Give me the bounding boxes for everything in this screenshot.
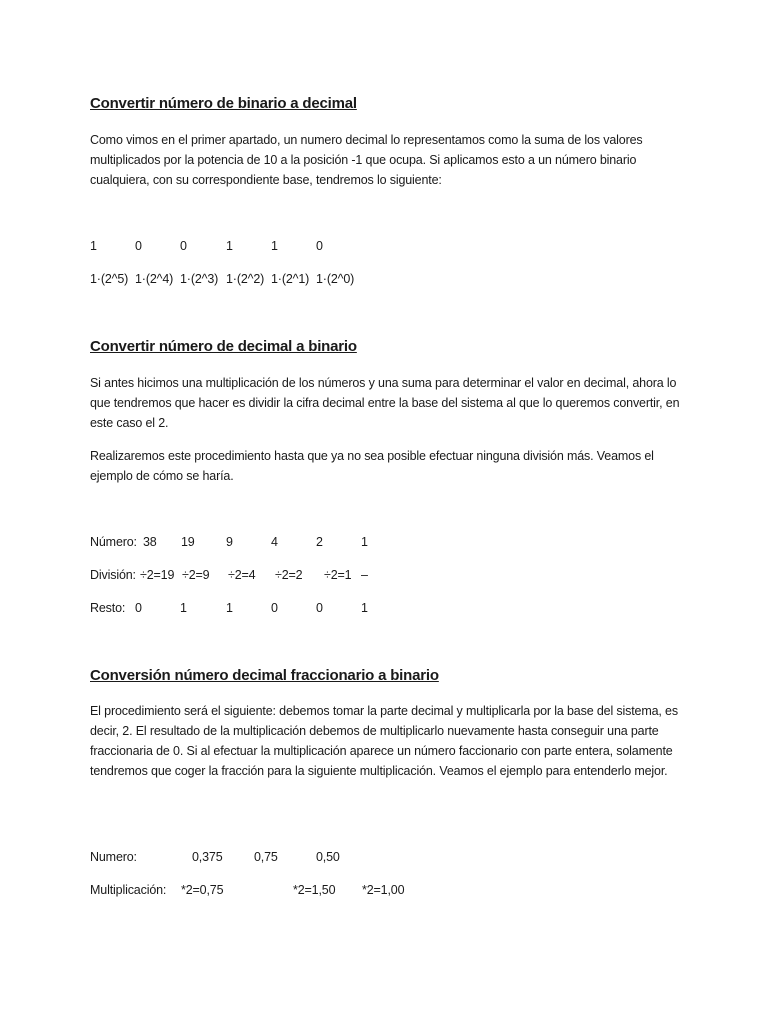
power-term: 1·(2^5) xyxy=(90,272,129,286)
section-heading-fraction-to-binary: Conversión número decimal fraccionario a binario xyxy=(90,667,439,684)
section-heading-decimal-to-binary: Convertir número de decimal a binario xyxy=(90,338,357,355)
numero-value: 0,50 xyxy=(316,850,340,864)
resto-value: 1 xyxy=(180,601,187,615)
numero-row xyxy=(90,532,690,552)
division-value: ÷2=2 xyxy=(275,568,303,582)
binary-digit: 1 xyxy=(271,239,278,253)
division-row xyxy=(90,565,690,585)
division-value: – xyxy=(361,568,368,582)
resto-value: 0 xyxy=(135,601,142,615)
row-label: Número: xyxy=(90,535,137,549)
paragraph: Si antes hicimos una multiplicación de los números y una suma para determinar el valor en decimal, ahora lo que tendremos que hacer es dividir la cifra decimal entre la base del sistema al que lo queremos convertir, en este caso el 2. xyxy=(90,376,680,430)
paragraph: El procedimiento será el siguiente: debemos tomar la parte decimal y multiplicarla por la base del sistema, es decir, 2. El resultado de la multiplicación debemos de multiplicarlo nuevamente hasta conseguir una parte fraccionaria de 0. Si al efectuar la multiplicación aparece un número faccionario con parte entera, solamente tendremos que coger la fracción para la siguiente multiplicación. Veamos el ejemplo para entenderlo mejor. xyxy=(90,704,678,778)
binary-digit: 0 xyxy=(316,239,323,253)
row-label: Numero: xyxy=(90,850,137,864)
numero-value: 19 xyxy=(181,535,195,549)
power-term: 1·(2^0) xyxy=(316,272,355,286)
numero-value: 9 xyxy=(226,535,233,549)
binary-digit: 1 xyxy=(90,239,97,253)
binary-digit: 0 xyxy=(180,239,187,253)
mult-value: *2=1,50 xyxy=(293,883,336,897)
division-value: ÷2=19 xyxy=(140,568,175,582)
binary-powers-row xyxy=(90,269,690,289)
resto-value: 1 xyxy=(361,601,368,615)
mult-value: *2=0,75 xyxy=(181,883,224,897)
power-term: 1·(2^2) xyxy=(226,272,265,286)
numero-value: 1 xyxy=(361,535,368,549)
fraction-numero-row xyxy=(90,847,690,867)
numero-value: 0,75 xyxy=(254,850,278,864)
resto-row xyxy=(90,598,690,618)
document-page xyxy=(90,0,690,1024)
row-label: Multiplicación: xyxy=(90,883,167,897)
mult-value: *2=1,00 xyxy=(362,883,405,897)
row-label: Resto: xyxy=(90,601,126,615)
multiplicacion-row xyxy=(90,880,690,900)
division-value: ÷2=9 xyxy=(182,568,210,582)
power-term: 1·(2^3) xyxy=(180,272,219,286)
division-value: ÷2=4 xyxy=(228,568,256,582)
section-heading-binary-to-decimal: Convertir número de binario a decimal xyxy=(90,95,357,112)
row-label: División: xyxy=(90,568,136,582)
power-term: 1·(2^4) xyxy=(135,272,174,286)
binary-digit: 0 xyxy=(135,239,142,253)
paragraph: Realizaremos este procedimiento hasta que ya no sea posible efectuar ninguna división más. Veamos el ejemplo de cómo se haría. xyxy=(90,449,654,483)
resto-value: 0 xyxy=(316,601,323,615)
numero-value: 4 xyxy=(271,535,278,549)
binary-digit: 1 xyxy=(226,239,233,253)
resto-value: 0 xyxy=(271,601,278,615)
binary-digits-row xyxy=(90,236,690,256)
numero-value: 2 xyxy=(316,535,323,549)
resto-value: 1 xyxy=(226,601,233,615)
power-term: 1·(2^1) xyxy=(271,272,310,286)
numero-value: 0,375 xyxy=(192,850,223,864)
numero-value: 38 xyxy=(143,535,157,549)
paragraph: Como vimos en el primer apartado, un numero decimal lo representamos como la suma de los valores multiplicados por la potencia de 10 a la posición -1 que ocupa. Si aplicamos esto a un número binario cualquiera, con su correspondiente base, tendremos lo siguiente: xyxy=(90,133,643,187)
division-value: ÷2=1 xyxy=(324,568,352,582)
